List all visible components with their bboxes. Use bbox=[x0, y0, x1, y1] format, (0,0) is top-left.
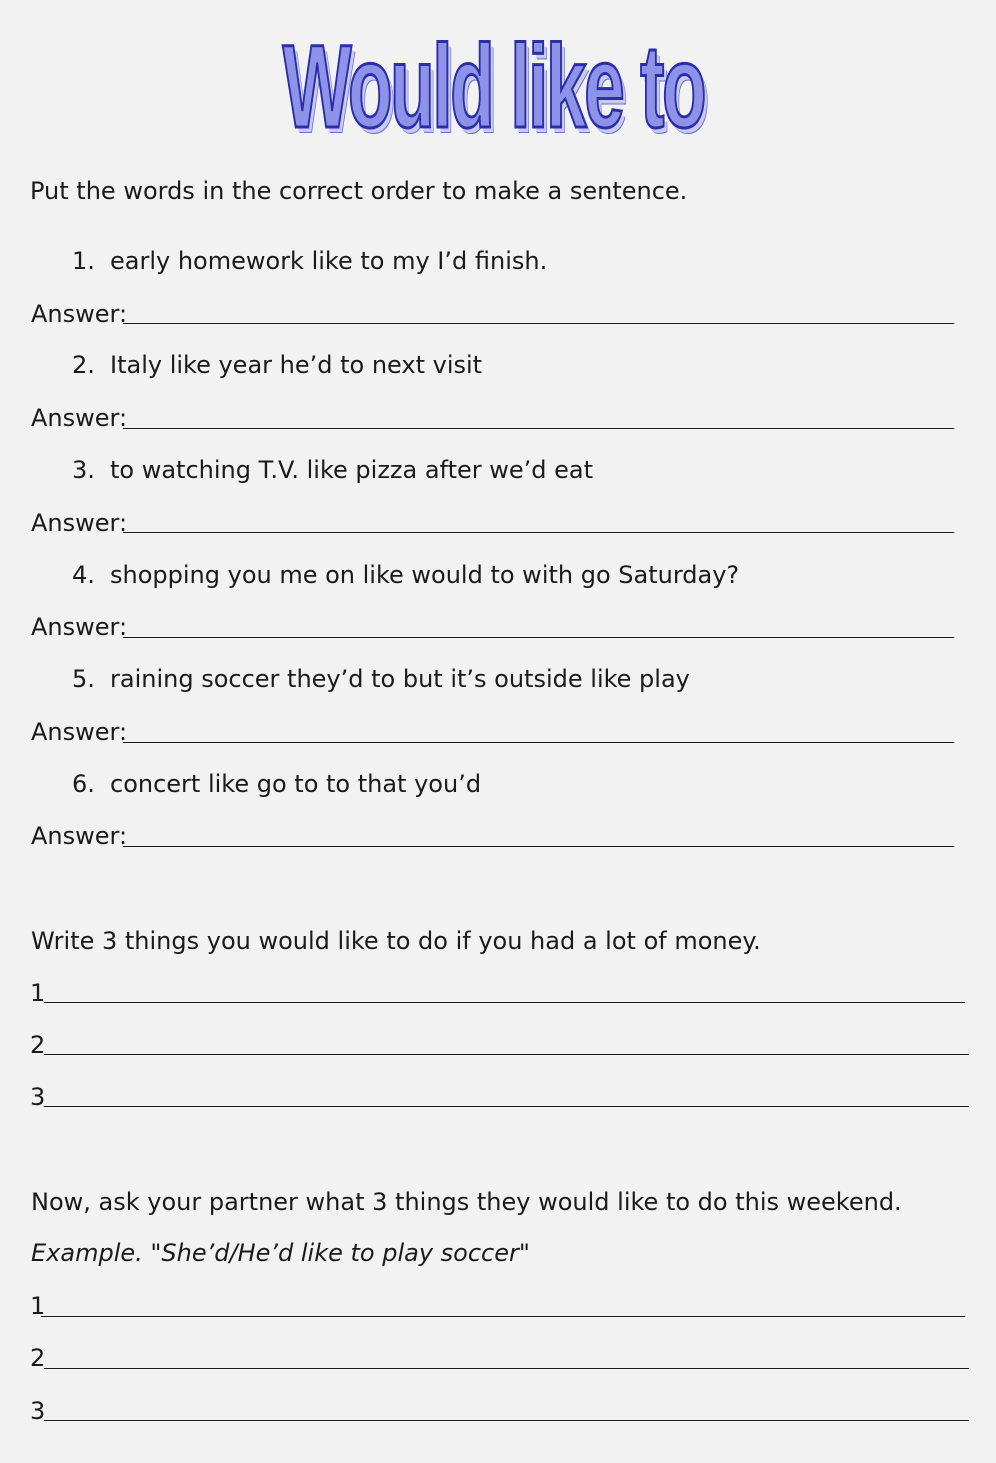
answer-line-6[interactable] bbox=[123, 846, 954, 847]
example-sentence: Example. "She’d/He’d like to play soccer" bbox=[31, 1239, 530, 1267]
question-text: concert like go to to that you’d bbox=[110, 770, 482, 798]
answer-line-2[interactable] bbox=[123, 428, 954, 429]
section3-instruction: Now, ask your partner what 3 things they would like to do this weekend. bbox=[31, 1188, 902, 1216]
line-number: 2 bbox=[30, 1031, 46, 1059]
question-text: early homework like to my I’d finish. bbox=[110, 247, 548, 275]
line-number: 1 bbox=[30, 1292, 46, 1320]
partner-answer-line-2[interactable] bbox=[44, 1368, 969, 1369]
question-text: raining soccer they’d to but it’s outside like play bbox=[110, 665, 690, 693]
question-6 bbox=[72, 769, 481, 799]
question-number: 2. bbox=[72, 351, 95, 379]
answer-label: Answer: bbox=[31, 404, 128, 432]
line-number: 2 bbox=[30, 1344, 46, 1372]
line-number: 3 bbox=[30, 1083, 46, 1111]
answer-label: Answer: bbox=[31, 613, 128, 641]
answer-label: Answer: bbox=[31, 822, 128, 850]
money-answer-line-1[interactable] bbox=[44, 1002, 965, 1003]
answer-label: Answer: bbox=[31, 509, 128, 537]
answer-line-5[interactable] bbox=[123, 742, 954, 743]
question-number: 4. bbox=[72, 561, 95, 589]
question-2 bbox=[72, 350, 482, 380]
section1-instruction: Put the words in the correct order to make a sentence. bbox=[30, 177, 688, 205]
question-5 bbox=[72, 664, 690, 694]
question-text: Italy like year he’d to next visit bbox=[110, 351, 483, 379]
section2-instruction: Write 3 things you would like to do if you had a lot of money. bbox=[31, 927, 761, 955]
money-answer-line-3[interactable] bbox=[44, 1106, 969, 1107]
line-number: 3 bbox=[30, 1397, 46, 1425]
question-4 bbox=[72, 560, 739, 590]
line-number: 1 bbox=[30, 979, 46, 1007]
question-number: 6. bbox=[72, 770, 95, 798]
question-text: to watching T.V. like pizza after we’d eat bbox=[110, 456, 594, 484]
answer-line-1[interactable] bbox=[123, 323, 954, 324]
question-text: shopping you me on like would to with go Saturday? bbox=[110, 561, 740, 589]
partner-answer-line-1[interactable] bbox=[41, 1316, 965, 1317]
question-number: 1. bbox=[72, 247, 95, 275]
answer-line-3[interactable] bbox=[123, 532, 954, 533]
answer-label: Answer: bbox=[31, 300, 128, 328]
answer-label: Answer: bbox=[31, 718, 128, 746]
question-number: 5. bbox=[72, 665, 95, 693]
answer-line-4[interactable] bbox=[123, 637, 954, 638]
question-number: 3. bbox=[72, 456, 95, 484]
partner-answer-line-3[interactable] bbox=[44, 1420, 969, 1421]
question-3 bbox=[72, 455, 593, 485]
question-1 bbox=[72, 246, 547, 276]
worksheet-title: Would like to bbox=[282, 21, 705, 153]
money-answer-line-2[interactable] bbox=[44, 1054, 969, 1055]
